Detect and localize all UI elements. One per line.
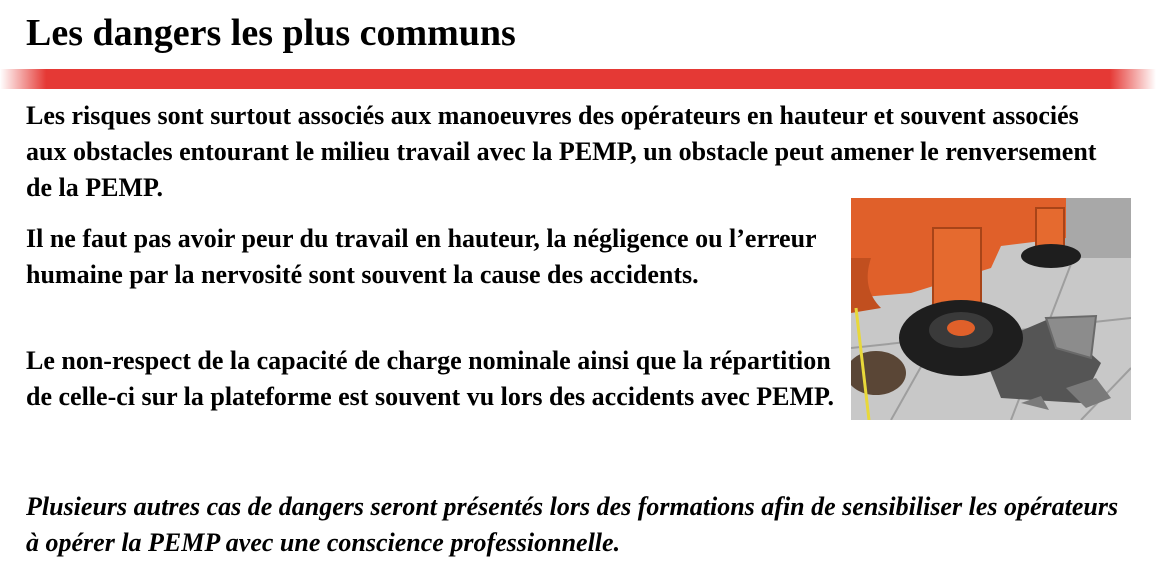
outrigger-leg-right [1036, 208, 1064, 248]
lift-accident-illustration [851, 198, 1131, 420]
title-underline-bar [0, 69, 1156, 89]
paragraph-human-error: Il ne faut pas avoir peur du travail en hauteur, la négligence ou l’erreur humaine par la nervosité sont souvent la cause des accidents. [26, 224, 817, 289]
paragraph-risks: Les risques sont surtout associés aux manoeuvres des opérateurs en hauteur et souvent associés aux obstacles entourant le milieu travail avec la PEMP, un obstacle peut amener le renversement de la PEMP. [26, 101, 1097, 202]
paragraph-training-note: Plusieurs autres cas de dangers seront présentés lors des formations afin de sensibiliser les opérateurs à opérer la PEMP avec une conscience professionnelle. [26, 492, 1119, 557]
accident-photo [851, 198, 1131, 420]
page-title: Les dangers les plus communs [26, 12, 516, 54]
main-tire-hub [947, 320, 975, 336]
rear-tire [1021, 244, 1081, 268]
paragraph-load-capacity: Le non-respect de la capacité de charge nominale ainsi que la répartition de celle-ci sur la plateforme est souvent vu lors des accidents avec PEMP. [26, 346, 835, 411]
